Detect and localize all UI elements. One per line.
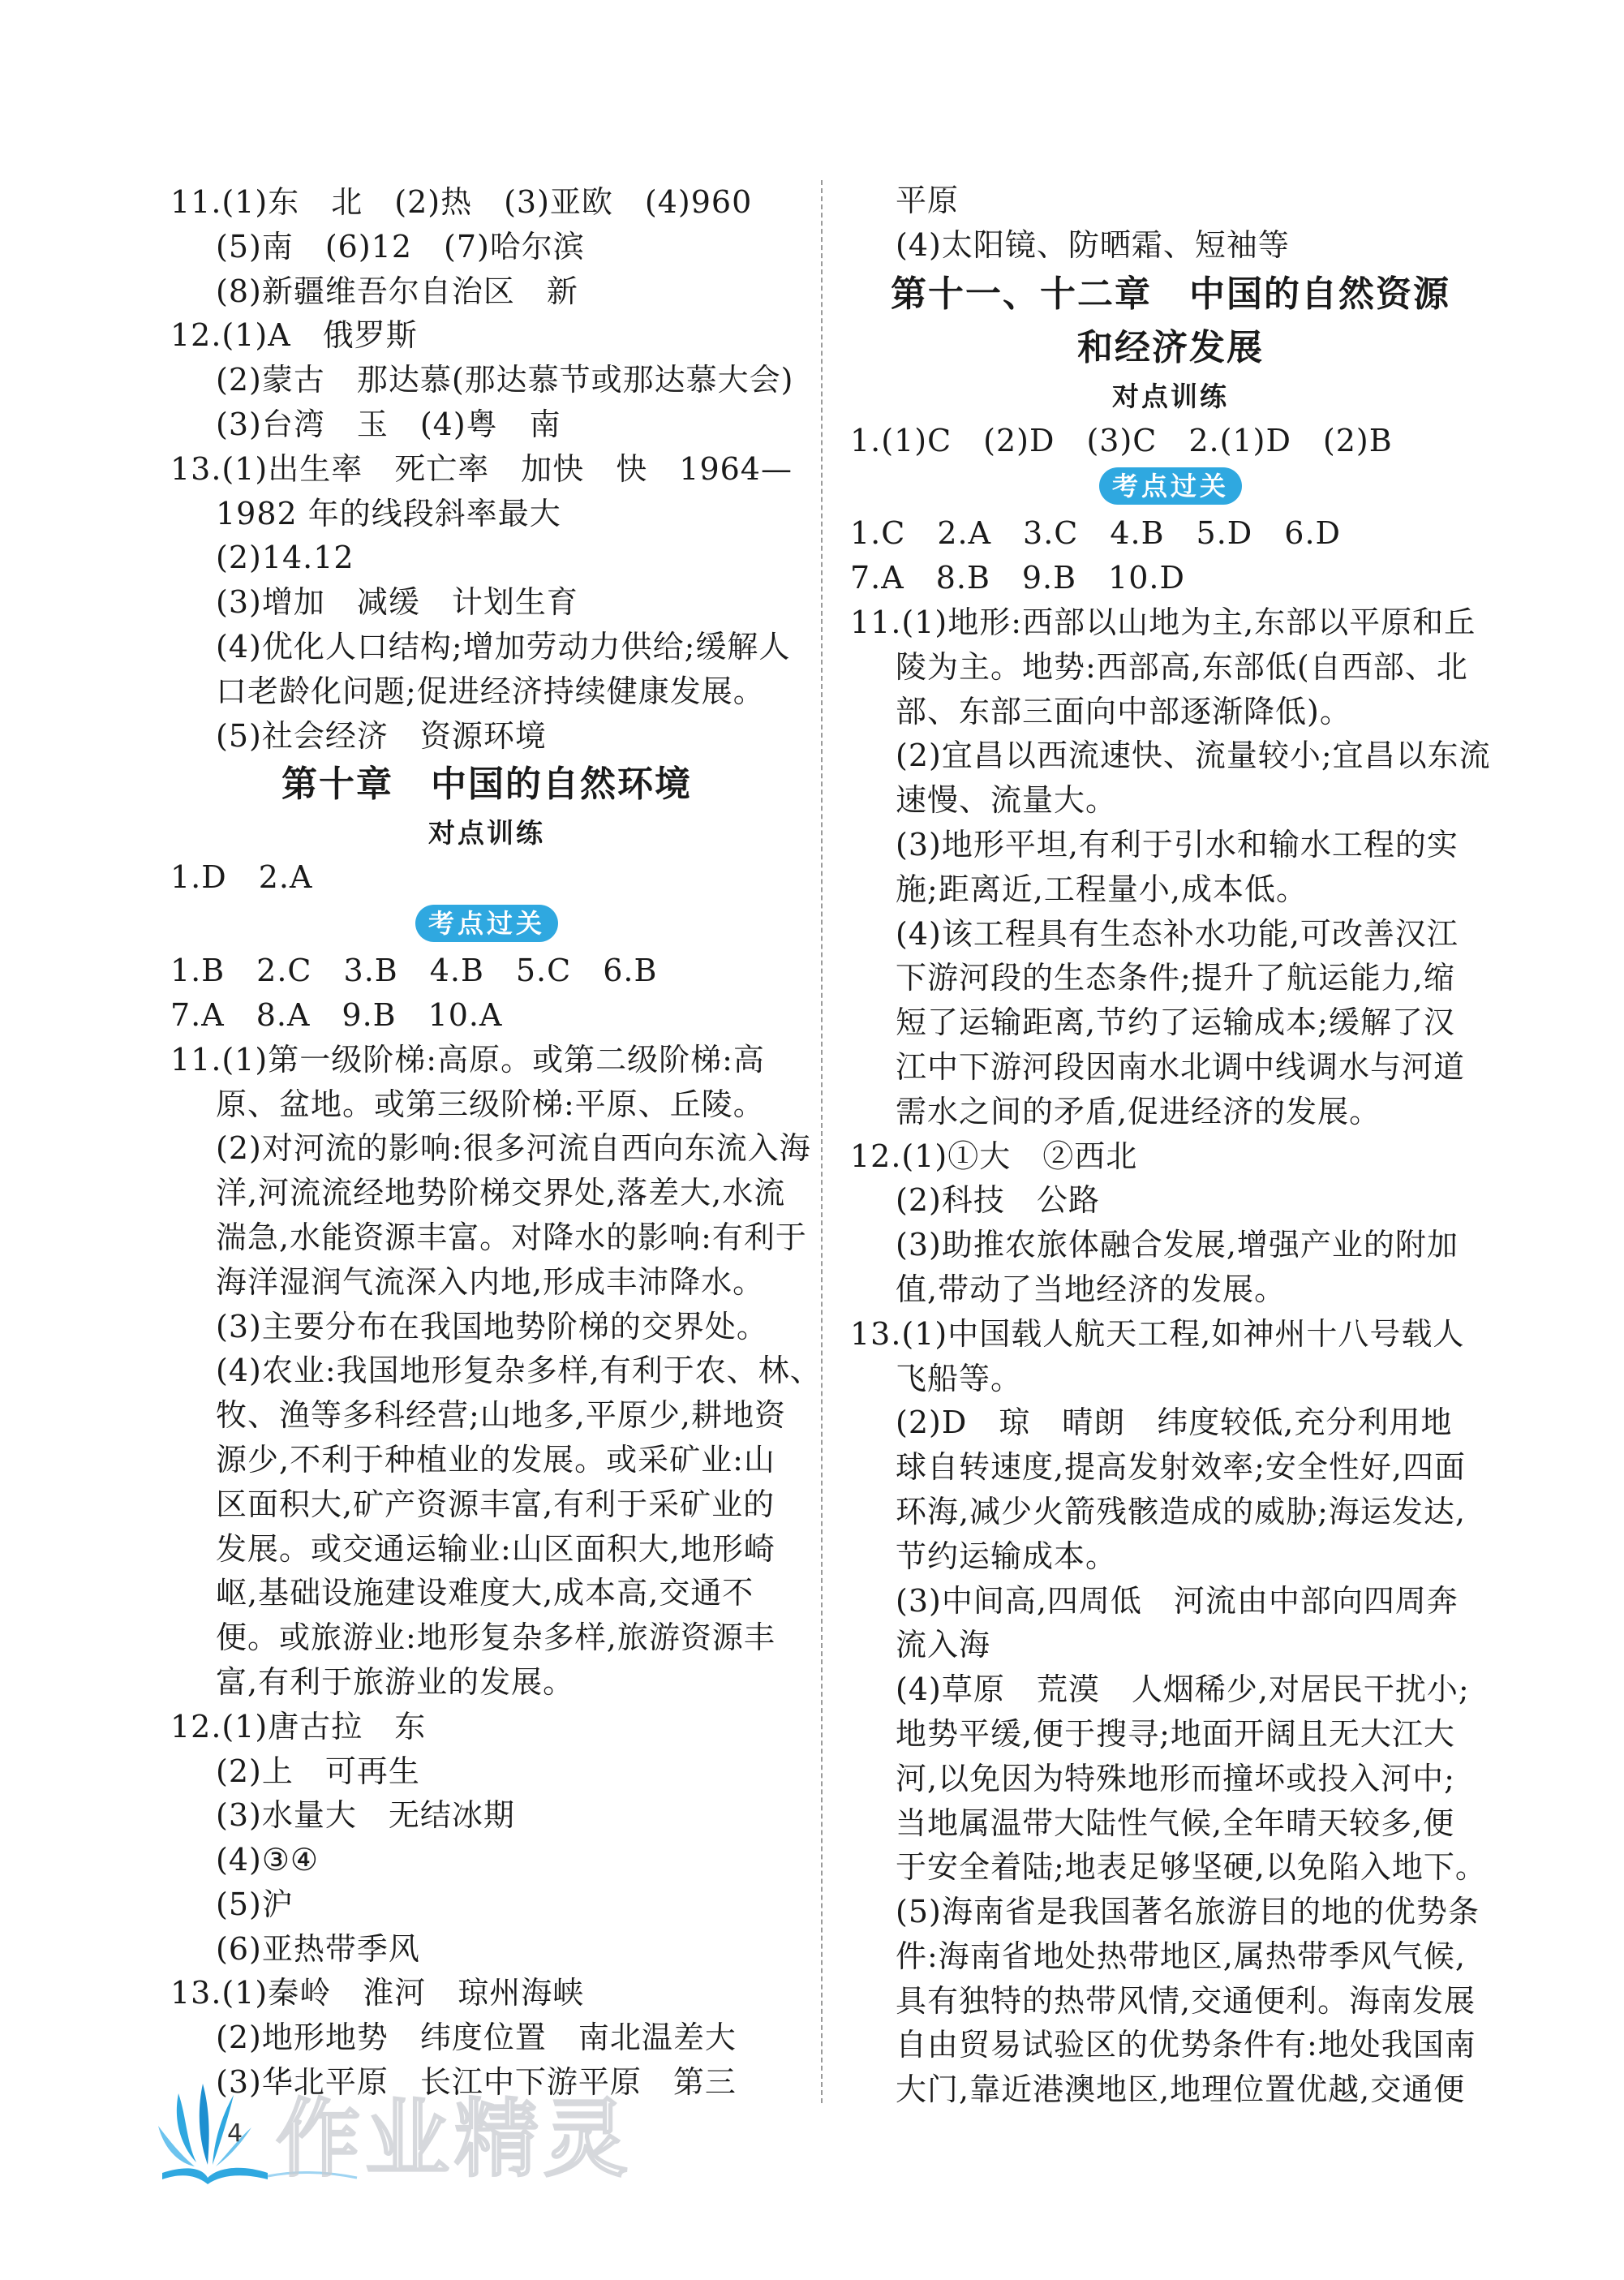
answer-line: (2)D 琼 晴朗 纬度较低,充分利用地 — [896, 1405, 1453, 1441]
answer-line: 于安全着陆;地表足够坚硬,以免陷入地下。 — [896, 1849, 1487, 1886]
answer-line: 岖,基础设施建设难度大,成本高,交通不 — [216, 1575, 754, 1611]
answer-line: 飞船等。 — [896, 1360, 1023, 1396]
answer-line: (2)科技 公路 — [896, 1182, 1100, 1219]
column-divider — [821, 180, 823, 2103]
answer-line: (3)增加 减缓 计划生育 — [216, 584, 578, 621]
answer-line: (3)水量大 无结冰期 — [216, 1797, 515, 1834]
answer-line: (3)地形平坦,有利于引水和输水工程的实 — [896, 826, 1459, 863]
answer-line: 值,带动了当地经济的发展。 — [896, 1271, 1287, 1307]
answer-line: (2)宜昌以西流速快、流量较小;宜昌以东流 — [896, 738, 1491, 774]
section-badge: 考点过关 — [1099, 467, 1242, 505]
answer-line: 当地属温带大陆性气候,全年晴天较多,便 — [896, 1805, 1455, 1841]
answer-line: 富,有利于旅游业的发展。 — [216, 1663, 575, 1700]
answer-line: 7.A 8.A 9.B 10.A — [170, 996, 503, 1033]
answer-line: (4)③④ — [216, 1842, 319, 1878]
answer-line: 施;距离近,工程量小,成本低。 — [896, 871, 1308, 907]
answer-line: 1.B 2.C 3.B 4.B 5.C 6.B — [170, 953, 658, 989]
answer-line: 12.(1)唐古拉 东 — [170, 1708, 427, 1744]
answer-line: 13.(1)出生率 死亡率 加快 快 1964— — [170, 450, 793, 487]
answer-line: (5)南 (6)12 (7)哈尔滨 — [216, 228, 585, 265]
answer-line: 原、盆地。或第三级阶梯:平原、丘陵。 — [216, 1086, 765, 1122]
answer-line: 流入海 — [896, 1627, 991, 1663]
answer-line: 口老龄化问题;促进经济持续健康发展。 — [216, 673, 765, 709]
answer-line: 部、东部三面向中部逐渐降低)。 — [896, 693, 1351, 729]
answer-line: 发展。或交通运输业:山区面积大,地形崎 — [216, 1530, 775, 1567]
answer-line: 需水之间的矛盾,促进经济的发展。 — [896, 1093, 1381, 1129]
answer-line: (4)太阳镜、防晒霜、短袖等 — [896, 226, 1290, 263]
answer-line: (4)该工程具有生态补水功能,可改善汉江 — [896, 915, 1459, 952]
right-column — [850, 179, 1491, 2112]
answer-line: (8)新疆维吾尔自治区 新 — [216, 273, 578, 309]
answer-line: (2)地形地势 纬度位置 南北温差大 — [216, 2020, 737, 2056]
answer-line: 短了运输距离,节约了运输成本;缓解了汉 — [896, 1004, 1455, 1041]
answer-line: 江中下游河段因南水北调中线调水与河道 — [896, 1048, 1466, 1085]
left-column — [170, 180, 822, 2105]
answer-line: 13.(1)中国载人航天工程,如神州十八号载人 — [850, 1315, 1465, 1352]
section-heading: 对点训练 — [1112, 380, 1229, 412]
answer-line: 1.(1)C (2)D (3)C 2.(1)D (2)B — [850, 422, 1393, 458]
section-heading: 对点训练 — [428, 817, 545, 850]
answer-line: 河,以免因为特殊地形而撞坏或投入河中; — [896, 1760, 1455, 1796]
section-badge-row — [850, 462, 1491, 511]
answer-line: (6)亚热带季风 — [216, 1930, 420, 1967]
answer-line: 下游河段的生态条件;提升了航运能力,缩 — [896, 960, 1455, 996]
answer-line: 地势平缓,便于搜寻;地面开阔且无大江大 — [896, 1715, 1455, 1752]
answer-line: 自由贸易试验区的优势条件有:地处我国南 — [896, 2027, 1476, 2063]
answer-line: 区面积大,矿产资源丰富,有利于采矿业的 — [216, 1486, 775, 1522]
answer-line: 12.(1)①大 ②西北 — [850, 1138, 1138, 1174]
answer-line: 球自转速度,提高发射效率;安全性好,四面 — [896, 1449, 1466, 1486]
answer-line: 11.(1)第一级阶梯:高原。或第二级阶梯:高 — [170, 1041, 765, 1078]
answer-line: 便。或旅游业:地形复杂多样,旅游资源丰 — [216, 1620, 775, 1656]
section-badge: 考点过关 — [415, 905, 558, 942]
answer-line: 1.D 2.A — [170, 859, 313, 896]
answer-line: (4)草原 荒漠 人烟稀少,对居民干扰小; — [896, 1671, 1470, 1708]
answer-line: 源少,不利于种植业的发展。或采矿业:山 — [216, 1441, 775, 1478]
section-badge-row — [170, 900, 803, 949]
answer-line: 牧、渔等多科经营;山地多,平原少,耕地资 — [216, 1397, 786, 1434]
answer-line: (5)沪 — [216, 1886, 294, 1922]
answer-line: 速慢、流量大。 — [896, 782, 1118, 819]
answer-line: 1.C 2.A 3.C 4.B 5.D 6.D — [850, 515, 1341, 552]
answer-line: (3)中间高,四周低 河流由中部向四周奔 — [896, 1582, 1459, 1619]
answer-line: 洋,河流流经地势阶梯交界处,落差大,水流 — [216, 1175, 786, 1211]
answer-line: (2)上 可再生 — [216, 1753, 420, 1789]
answer-line: 11.(1)地形:西部以山地为主,东部以平原和丘 — [850, 604, 1476, 640]
watermark: 作业精灵 — [276, 2089, 634, 2188]
answer-line: 节约运输成本。 — [896, 1538, 1118, 1574]
answer-line: (2)蒙古 那达慕(那达慕节或那达慕大会) — [216, 362, 794, 398]
answer-line: 11.(1)东 北 (2)热 (3)亚欧 (4)960 — [170, 184, 753, 220]
answer-line: (2)14.12 — [216, 540, 354, 576]
answer-line: (3)台湾 玉 (4)粤 南 — [216, 406, 561, 442]
page-number: 4 — [227, 2119, 243, 2148]
answer-line: (4)优化人口结构;增加劳动力供给;缓解人 — [216, 628, 791, 665]
answer-line: (2)对河流的影响:很多河流自西向东流入海 — [216, 1130, 811, 1167]
answer-line: 件:海南省地处热带地区,属热带季风气候, — [896, 1938, 1466, 1974]
answer-line: (3)主要分布在我国地势阶梯的交界处。 — [216, 1308, 768, 1344]
answer-line: 13.(1)秦岭 淮河 琼州海峡 — [170, 1975, 585, 2011]
answer-line: (4)农业:我国地形复杂多样,有利于农、林、 — [216, 1353, 822, 1389]
answer-line: 环海,减少火箭残骸造成的威胁;海运发达, — [896, 1493, 1466, 1529]
chapter-heading: 第十章 中国的自然环境 — [281, 764, 692, 806]
answer-line: 1982 年的线段斜率最大 — [216, 495, 561, 531]
answer-line: 海洋湿润气流深入内地,形成丰沛降水。 — [216, 1263, 765, 1300]
answer-line: (3)华北平原 长江中下游平原 第三 — [216, 2064, 737, 2101]
answer-line: 陵为主。地势:西部高,东部低(自西部、北 — [896, 648, 1468, 685]
answer-line: 12.(1)A 俄罗斯 — [170, 317, 418, 354]
chapter-heading: 和经济发展 — [1077, 326, 1264, 368]
answer-line: (3)助推农旅体融合发展,增强产业的附加 — [896, 1227, 1459, 1263]
answer-line: 平原 — [896, 183, 960, 218]
answer-line: 大门,靠近港澳地区,地理位置优越,交通便 — [896, 2071, 1466, 2108]
answer-line: 具有独特的热带风情,交通便利。海南发展 — [896, 1982, 1476, 2019]
answer-line: (5)海南省是我国著名旅游目的地的优势条 — [896, 1894, 1480, 1930]
answer-line: 7.A 8.B 9.B 10.D — [850, 560, 1185, 596]
answer-line: 湍急,水能资源丰富。对降水的影响:有利于 — [216, 1219, 807, 1255]
chapter-heading: 第十一、十二章 中国的自然资源 — [891, 273, 1450, 315]
answer-line: (5)社会经济 资源环境 — [216, 717, 547, 754]
